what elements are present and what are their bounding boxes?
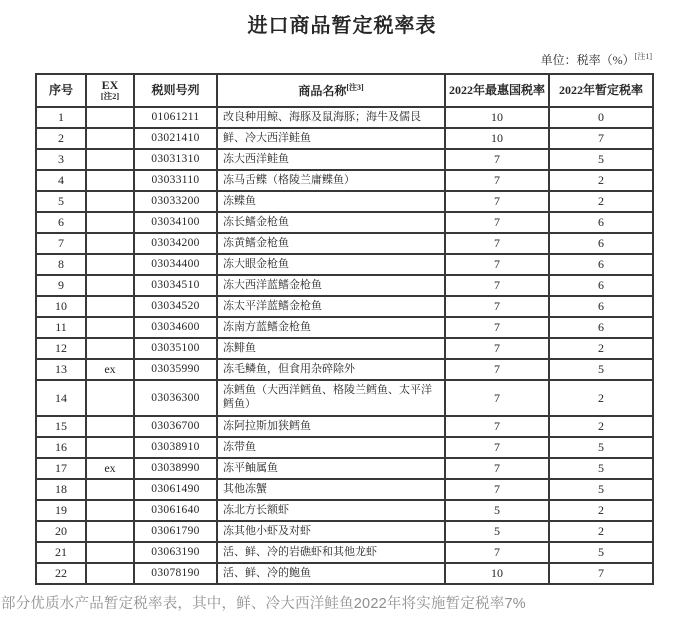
table-header-row (36, 74, 653, 107)
table-row (36, 542, 653, 563)
header-mfn-rate-2022: 2022年最惠国税率 (445, 74, 549, 107)
cell-tariff-code: 03034510 (134, 275, 217, 296)
cell-ex (86, 254, 134, 275)
cell-tariff-code: 03063190 (134, 542, 217, 563)
header-ex (86, 74, 134, 107)
cell-serial-number: 12 (36, 338, 86, 359)
cell-ex (86, 416, 134, 437)
table-row (36, 296, 653, 317)
table-row (36, 128, 653, 149)
cell-ex (86, 479, 134, 500)
cell-provisional-rate: 6 (549, 317, 653, 338)
table-row (36, 233, 653, 254)
cell-provisional-rate: 5 (549, 479, 653, 500)
cell-mfn-rate: 7 (445, 254, 549, 275)
header-ex-footnote-ref: [注2] (100, 91, 120, 102)
cell-serial-number: 15 (36, 416, 86, 437)
cell-tariff-code: 03034200 (134, 233, 217, 254)
cell-provisional-rate: 6 (549, 275, 653, 296)
cell-mfn-rate: 7 (445, 275, 549, 296)
cell-tariff-code: 01061211 (134, 107, 217, 128)
table-body (36, 107, 653, 584)
table-row (36, 380, 653, 416)
cell-mfn-rate: 7 (445, 479, 549, 500)
cell-commodity-name: 冻阿拉斯加狭鳕鱼 (217, 416, 445, 437)
cell-provisional-rate: 2 (549, 500, 653, 521)
unit-note-text: 单位：税率（%） (540, 53, 635, 67)
cell-commodity-name: 冻大眼金枪鱼 (217, 254, 445, 275)
cell-serial-number: 14 (36, 380, 86, 416)
cell-mfn-rate: 7 (445, 542, 549, 563)
cell-commodity-name: 冻黄鳍金枪鱼 (217, 233, 445, 254)
cell-serial-number: 18 (36, 479, 86, 500)
cell-mfn-rate: 7 (445, 191, 549, 212)
header-serial-number: 序号 (36, 74, 86, 107)
cell-mfn-rate: 7 (445, 296, 549, 317)
cell-commodity-name: 鲜、冷大西洋鲑鱼 (217, 128, 445, 149)
cell-ex (86, 542, 134, 563)
cell-commodity-name: 冻平鲉属鱼 (217, 458, 445, 479)
cell-tariff-code: 03033110 (134, 170, 217, 191)
cell-tariff-code: 03036700 (134, 416, 217, 437)
cell-serial-number: 13 (36, 359, 86, 380)
cell-serial-number: 21 (36, 542, 86, 563)
tariff-table (35, 73, 654, 585)
table-row (36, 317, 653, 338)
cell-provisional-rate: 5 (549, 458, 653, 479)
cell-serial-number: 1 (36, 107, 86, 128)
cell-ex (86, 128, 134, 149)
cell-ex: ex (86, 359, 134, 380)
cell-tariff-code: 03021410 (134, 128, 217, 149)
cell-provisional-rate: 5 (549, 359, 653, 380)
table-row (36, 437, 653, 458)
cell-serial-number: 16 (36, 437, 86, 458)
cell-provisional-rate: 6 (549, 254, 653, 275)
cell-mfn-rate: 10 (445, 563, 549, 584)
cell-tariff-code: 03038990 (134, 458, 217, 479)
table-row (36, 254, 653, 275)
table-row (36, 149, 653, 170)
cell-mfn-rate: 7 (445, 233, 549, 254)
cell-provisional-rate: 6 (549, 233, 653, 254)
cell-ex (86, 521, 134, 542)
table-row (36, 359, 653, 380)
cell-provisional-rate: 7 (549, 563, 653, 584)
cell-commodity-name: 冻毛鳞鱼，但食用杂碎除外 (217, 359, 445, 380)
cell-tariff-code: 03036300 (134, 380, 217, 416)
cell-tariff-code: 03038910 (134, 437, 217, 458)
cell-mfn-rate: 7 (445, 458, 549, 479)
cell-provisional-rate: 7 (549, 128, 653, 149)
cell-tariff-code: 03033200 (134, 191, 217, 212)
cell-ex (86, 212, 134, 233)
cell-commodity-name: 冻鲱鱼 (217, 338, 445, 359)
cell-serial-number: 20 (36, 521, 86, 542)
table-row (36, 170, 653, 191)
cell-tariff-code: 03031310 (134, 149, 217, 170)
cell-mfn-rate: 7 (445, 437, 549, 458)
cell-serial-number: 19 (36, 500, 86, 521)
cell-commodity-name: 冻大西洋蓝鳍金枪鱼 (217, 275, 445, 296)
cell-tariff-code: 03035990 (134, 359, 217, 380)
cell-tariff-code: 03034520 (134, 296, 217, 317)
table-row (36, 500, 653, 521)
cell-tariff-code: 03078190 (134, 563, 217, 584)
cell-serial-number: 7 (36, 233, 86, 254)
cell-ex (86, 317, 134, 338)
cell-provisional-rate: 0 (549, 107, 653, 128)
cell-mfn-rate: 7 (445, 170, 549, 191)
cell-commodity-name: 其他冻蟹 (217, 479, 445, 500)
table-row (36, 479, 653, 500)
table-row (36, 212, 653, 233)
cell-commodity-name: 冻长鳍金枪鱼 (217, 212, 445, 233)
cell-tariff-code: 03061640 (134, 500, 217, 521)
table-row (36, 563, 653, 584)
cell-provisional-rate: 2 (549, 191, 653, 212)
cell-provisional-rate: 5 (549, 437, 653, 458)
cell-ex (86, 563, 134, 584)
table-row (36, 458, 653, 479)
cell-serial-number: 2 (36, 128, 86, 149)
cell-ex (86, 296, 134, 317)
table-row (36, 107, 653, 128)
cell-mfn-rate: 7 (445, 380, 549, 416)
cell-ex (86, 275, 134, 296)
cell-ex (86, 107, 134, 128)
cell-provisional-rate: 2 (549, 416, 653, 437)
header-ex-label: EX (101, 78, 119, 93)
cell-serial-number: 8 (36, 254, 86, 275)
table-row (36, 338, 653, 359)
cell-commodity-name: 活、鲜、冷的鲍鱼 (217, 563, 445, 584)
cell-mfn-rate: 7 (445, 212, 549, 233)
cell-mfn-rate: 10 (445, 107, 549, 128)
cell-ex (86, 437, 134, 458)
cell-ex (86, 338, 134, 359)
header-commodity-name (217, 74, 445, 107)
cell-provisional-rate: 6 (549, 212, 653, 233)
header-tariff-code: 税则号列 (134, 74, 217, 107)
cell-commodity-name: 冻鳕鱼（大西洋鳕鱼、格陵兰鳕鱼、太平洋鳕鱼） (217, 380, 445, 416)
cell-commodity-name: 冻南方蓝鳍金枪鱼 (217, 317, 445, 338)
cell-tariff-code: 03034100 (134, 212, 217, 233)
cell-commodity-name: 冻带鱼 (217, 437, 445, 458)
cell-provisional-rate: 2 (549, 338, 653, 359)
caption-text: 部分优质水产品暂定税率表，其中，鲜、冷大西洋鲑鱼2022年将实施暂定税率7% (1, 596, 526, 612)
table-row (36, 275, 653, 296)
cell-mfn-rate: 7 (445, 149, 549, 170)
cell-mfn-rate: 7 (445, 317, 549, 338)
unit-note (35, 51, 652, 68)
table-header (36, 74, 653, 107)
cell-commodity-name: 冻其他小虾及对虾 (217, 521, 445, 542)
cell-provisional-rate: 2 (549, 521, 653, 542)
cell-tariff-code: 03061490 (134, 479, 217, 500)
cell-commodity-name: 活、鲜、冷的岩礁虾和其他龙虾 (217, 542, 445, 563)
cell-serial-number: 22 (36, 563, 86, 584)
cell-serial-number: 17 (36, 458, 86, 479)
cell-provisional-rate: 5 (549, 149, 653, 170)
cell-commodity-name: 冻鲽鱼 (217, 191, 445, 212)
cell-serial-number: 3 (36, 149, 86, 170)
cell-ex (86, 191, 134, 212)
cell-ex (86, 149, 134, 170)
cell-commodity-name: 改良种用鲸、海豚及鼠海豚；海牛及儒艮 (217, 107, 445, 128)
cell-serial-number: 9 (36, 275, 86, 296)
cell-provisional-rate: 5 (549, 542, 653, 563)
cell-tariff-code: 03034600 (134, 317, 217, 338)
cell-commodity-name: 冻大西洋鲑鱼 (217, 149, 445, 170)
cell-ex: ex (86, 458, 134, 479)
cell-serial-number: 4 (36, 170, 86, 191)
cell-ex (86, 380, 134, 416)
cell-serial-number: 10 (36, 296, 86, 317)
cell-tariff-code: 03061790 (134, 521, 217, 542)
cell-mfn-rate: 7 (445, 416, 549, 437)
header-commodity-footnote-ref: [注3] (346, 82, 364, 92)
unit-note-footnote-ref: [注1] (634, 52, 652, 61)
table-row (36, 191, 653, 212)
cell-provisional-rate: 6 (549, 296, 653, 317)
cell-mfn-rate: 10 (445, 128, 549, 149)
cell-mfn-rate: 5 (445, 500, 549, 521)
cell-mfn-rate: 5 (445, 521, 549, 542)
cell-commodity-name: 冻北方长额虾 (217, 500, 445, 521)
cell-serial-number: 5 (36, 191, 86, 212)
cell-ex (86, 233, 134, 254)
cell-ex (86, 500, 134, 521)
header-provisional-rate-2022: 2022年暂定税率 (549, 74, 653, 107)
cell-commodity-name: 冻太平洋蓝鳍金枪鱼 (217, 296, 445, 317)
cell-mfn-rate: 7 (445, 338, 549, 359)
page-title: 进口商品暂定税率表 (247, 15, 437, 37)
cell-serial-number: 6 (36, 212, 86, 233)
cell-tariff-code: 03035100 (134, 338, 217, 359)
cell-ex (86, 170, 134, 191)
table-row (36, 416, 653, 437)
table-row (36, 521, 653, 542)
cell-serial-number: 11 (36, 317, 86, 338)
cell-provisional-rate: 2 (549, 170, 653, 191)
cell-tariff-code: 03034400 (134, 254, 217, 275)
cell-mfn-rate: 7 (445, 359, 549, 380)
cell-provisional-rate: 2 (549, 380, 653, 416)
cell-commodity-name: 冻马舌鲽（格陵兰庸鲽鱼） (217, 170, 445, 191)
header-commodity-name-label: 商品名称 (298, 83, 347, 98)
